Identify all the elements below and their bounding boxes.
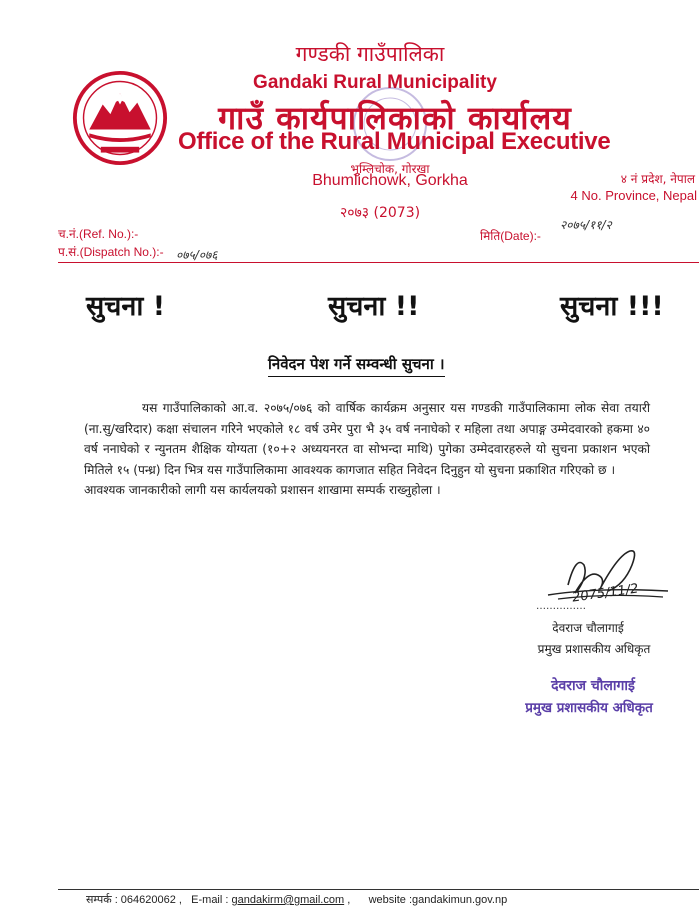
body-paragraph-1: यस गाउँपालिकाको आ.व. २०७५/०७६ को वार्षिक कार्यक्रम अनुसार यस गण्डकी गाउँपालिकामा लोक सेवा तयारी (ना.सु/खरिदार) कक्षा संचालन गरिने भएकोले १८ वर्ष उमेर पुरा भै ३५ वर्ष ननाघेको र महिला तथा अपाङ्ग उम्मेदवारको हकमा ४० वर्ष ननाघेको र न्युनतम शैक्षिक योग्यता (१०+२ अध्ययनरत वा सोभन्दा माथि) पुगेका उम्मेदवारहरुले यो सुचना प्रकाशन भएको मितिले १५ (पन्ध्र) दिन भित्र यस गाउँपालिकामा आवश्यक कागजात सहित निवेदन दिनुहुन यो सुचना प्रकाशित गरिएको छ ।	[84, 401, 650, 477]
notice-body	[84, 398, 650, 501]
footer-email-label: E-mail :	[191, 894, 229, 906]
notice-heading-3: सुचना !!!	[560, 291, 664, 322]
stamp-name: देवराज चौलागाई	[551, 678, 635, 694]
signature-line: ……………	[536, 601, 586, 612]
address-english: Bhumlichowk, Gorkha	[312, 172, 468, 189]
established-year: २०७३ (2073)	[339, 205, 421, 221]
province-english: 4 No. Province, Nepal	[570, 188, 697, 203]
org-name-nepali: गण्डकी गाउँपालिका	[295, 42, 445, 66]
signatory-title: प्रमुख प्रशासकीय अधिकृत	[537, 642, 651, 656]
signature-date: 2075/11/2	[571, 581, 640, 606]
signatory-name: देवराज चौलागाई	[552, 621, 624, 635]
dispatch-number-value: ०७५/०७६	[176, 248, 218, 262]
footer-phone: सम्पर्क : 064620062 ,	[86, 894, 182, 906]
footer-divider	[58, 889, 699, 890]
footer-email-link[interactable]: gandakirm@gmail.com	[231, 894, 345, 906]
footer-website-label: website :	[368, 894, 413, 906]
notice-heading-2: सुचना !!	[328, 291, 420, 322]
address-nepali: भुम्लिचोक, गोरखा	[350, 162, 430, 176]
stamp-title: प्रमुख प्रशासकीय अधिकृत	[525, 700, 653, 716]
notice-subject: निवेदन पेश गर्ने सम्वन्धी सुचना ।	[268, 354, 445, 377]
footer-website-link[interactable]: gandakimun.gov.np	[412, 894, 508, 906]
ref-number-label: च.नं.(Ref. No.):-	[58, 227, 139, 241]
body-paragraph-2: आवश्यक जानकारीको लागी यस कार्यलयको प्रशासन शाखामा सम्पर्क राख्नुहोला ।	[84, 483, 441, 498]
org-name-english: Gandaki Rural Municipality	[253, 72, 497, 93]
date-label: मिति(Date):-	[480, 229, 541, 243]
date-value: २०७५/११/२	[560, 218, 612, 232]
government-emblem-icon	[72, 70, 168, 166]
office-name-english: Office of the Rural Municipal Executive	[178, 128, 611, 155]
footer-contact: सम्पर्क : 064620062 , E-mail : gandakirm@gmail.com , website :gandakimun.gov.np	[86, 894, 508, 906]
notice-heading-1: सुचना !	[86, 291, 166, 322]
office-name-nepali: गाउँ कार्यपालिकाको कार्यालय	[218, 99, 572, 137]
header-divider	[58, 262, 699, 263]
dispatch-number-label: प.सं.(Dispatch No.):-	[58, 245, 164, 259]
province-nepali: ४ नं प्रदेश, नेपाल	[620, 172, 695, 186]
